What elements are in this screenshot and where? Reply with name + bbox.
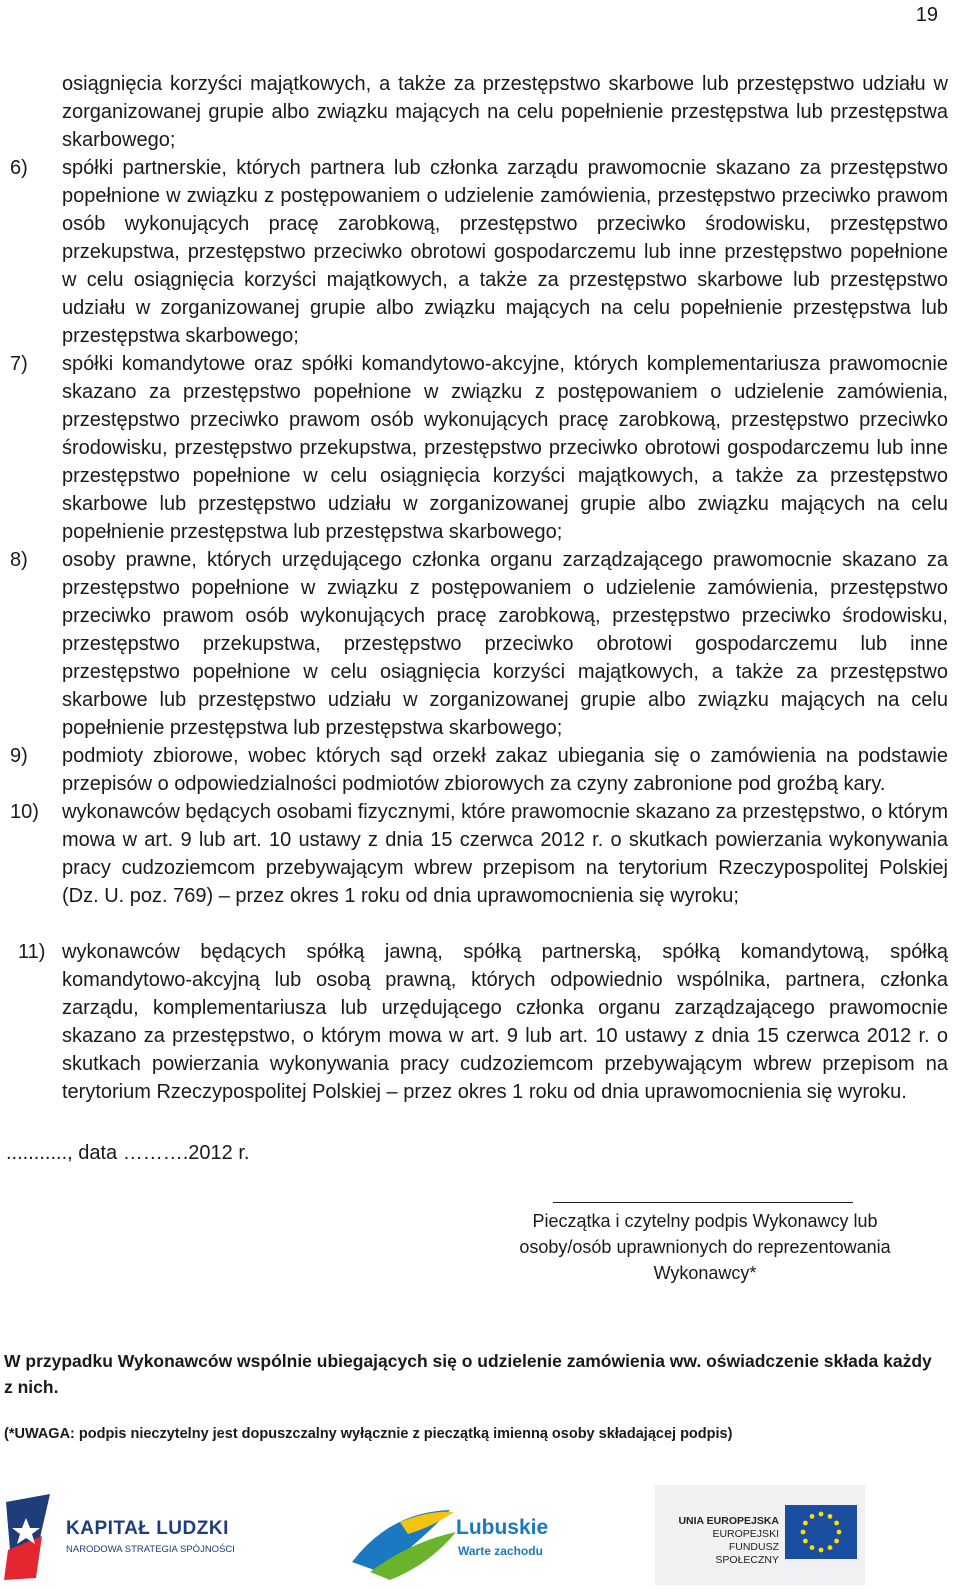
page-number: 19 [915,4,938,26]
item-number: 10) [10,801,39,823]
item-text: podmioty zbiorowe, wobec których sąd orzekł zakaz ubiegania się o zamówienia na podstawie przepisów o odpowiedzialności podmiotów zbiorowych za czyny zabronione pod groźbą kary. [62,745,948,795]
item-number: 8) [10,549,28,571]
item-number: 11) [18,941,46,963]
lubuskie-subtitle: Warte zachodu [458,1544,543,1558]
list-item [10,798,948,910]
eu-flag-icon [785,1505,857,1559]
lubuskie-title: Lubuskie [456,1516,549,1539]
item-text: osoby prawne, których urzędującego członka organu zarządzającego prawomocnie skazano za przestępstwo popełnione w związku z postępowaniem o udzielenie zamówienia, przestępstwo przeciwko prawom osób wykonujących pracę zarobkową, przestępstwo przeciwko środowisku, przestępstwo przekupstwa, przestępstwo przeciwko obrotowi gospodarczemu lub inne przestępstwo popełnione w celu osiągnięcia korzyści majątkowych, a także za przestępstwo skarbowe lub przestępstwo udziału w zorganizowanej grupie albo związku mających na celu popełnienie przestępstwa lub przestępstwa skarbowego; [62,549,948,739]
eu-logo-text: UNIA EUROPEJSKA EUROPEJSKI FUNDUSZ SPOŁECZNY [678,1515,779,1566]
signature-caption: Pieczątka i czytelny podpis Wykonawcy lub osoby/osób uprawnionych do reprezentowania Wykonawcy* [519,1211,891,1283]
list-item [10,742,948,798]
list-item [10,546,948,742]
kapital-ludzki-emblem-icon [2,1492,62,1582]
item-text: osiągnięcia korzyści majątkowych, a także za przestępstwo skarbowe lub przestępstwo udziału w zorganizowanej grupie albo związku mających na celu popełnienie przestępstwa lub przestępstwa skarbowego; [62,73,948,151]
item-number: 7) [10,353,28,375]
item-text: wykonawców będących spółką jawną, spółką partnerską, spółką komandytową, spółką komandytowo-akcyjną lub osobą prawną, których odpowiednio wspólnika, partnera, członka zarządu, komplementariusza lub urzędującego członka organu zarządzającego prawomocnie skazano za przestępstwo, o którym mowa w art. 9 lub art. 10 ustawy z dnia 15 czerwca 2012 r. o skutkach powierzania wykonywania pracy cudzoziemcom przebywającym wbrew przepisom na terytorium Rzeczypospolitej Polskiej – przez okres 1 roku od dnia uprawomocnienia się wyroku. [62,941,948,1103]
item-text: wykonawców będących osobami fizycznymi, które prawomocnie skazano za przestępstwo, o którym mowa w art. 9 lub art. 10 ustawy z dnia 15 czerwca 2012 r. o skutkach powierzania wykonywania pracy cudzoziemcom przebywającym wbrew przepisom na terytorium Rzeczypospolitej Polskiej (Dz. U. poz. 769) – przez okres 1 roku od dnia uprawomocnienia się wyroku; [62,801,948,907]
kapital-ludzki-title: KAPITAŁ LUDZKI [66,1518,229,1539]
kapital-ludzki-subtitle: NARODOWA STRATEGIA SPÓJNOŚCI [66,1544,235,1555]
list-item [10,350,948,546]
date-line: ..........., data ……….2012 r. [6,1142,250,1164]
lubuskie-logo [350,1502,560,1587]
item-number: 6) [10,157,28,179]
list-item [10,938,948,1106]
signature-warning-note: (*UWAGA: podpis nieczytelny jest dopuszczalny wyłącznie z pieczątką imienną osoby składającej podpis) [4,1426,733,1442]
signature-line [553,1202,853,1203]
list-item [10,70,948,154]
item-text: spółki komandytowe oraz spółki komandytowo-akcyjne, których komplementariusza prawomocnie skazano za przestępstwo popełnione w związku z postępowaniem o udzielenie zamówienia, przestępstwo przeciwko prawom osób wykonujących pracę zarobkową, przestępstwo przeciwko środowisku, przestępstwo przekupstwa, przestępstwo przeciwko obrotowi gospodarczemu lub inne przestępstwo popełnione w celu osiągnięcia korzyści majątkowych, a także za przestępstwo skarbowe lub przestępstwo udziału w zorganizowanej grupie albo związku mających na celu popełnienie przestępstwa lub przestępstwa skarbowego; [62,353,948,543]
eu-logo [655,1485,865,1585]
kapital-ludzki-logo [2,1490,242,1585]
item-number: 9) [10,745,28,767]
item-text: spółki partnerskie, których partnera lub członka zarządu prawomocnie skazano za przestępstwo popełnione w związku z postępowaniem o udzielenie zamówienia, przestępstwo przeciwko prawom osób wykonujących pracę zarobkową, przestępstwo przeciwko środowisku, przestępstwo przekupstwa, przestępstwo przeciwko obrotowi gospodarczemu lub inne przestępstwo popełnione w celu osiągnięcia korzyści majątkowych, a także za przestępstwo skarbowe lub przestępstwo udziału w zorganizowanej grupie albo związku mających na celu popełnienie przestępstwa lub przestępstwa skarbowego; [62,157,948,347]
lubuskie-wave-icon [350,1502,460,1582]
joint-bidders-note: W przypadku Wykonawców wspólnie ubiegających się o udzielenie zamówienia ww. oświadczenie składa każdy z nich. [4,1351,932,1397]
list-item [10,154,948,350]
